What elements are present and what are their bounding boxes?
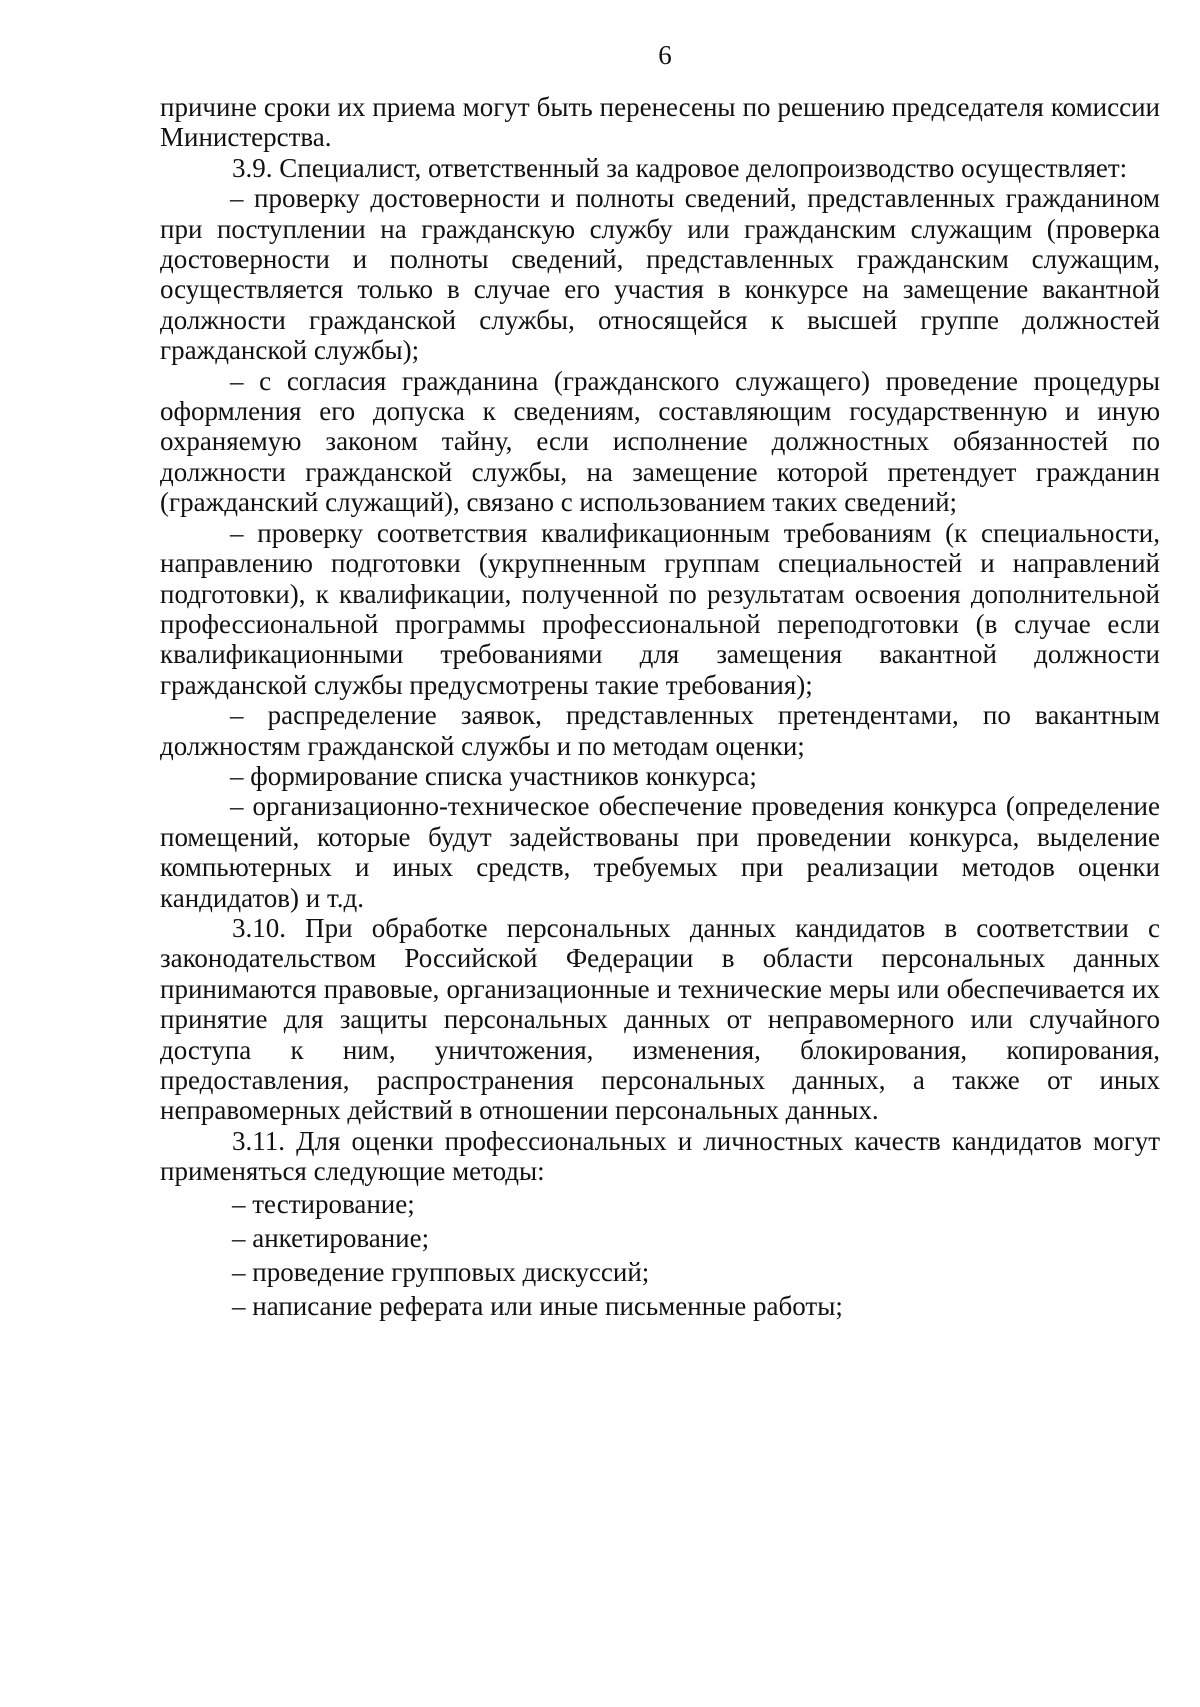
- paragraph-3-10: 3.10. При обработке персональных данных кандидатов в соответствии с законодательством Российской Федерации в области персональных данных принимаются правовые, организационные и технические меры или обеспечивается их принятие для защиты персональных данных от неправомерного или случайного доступа к ним, уничтожения, изменения, блокирования, копирования, предоставления, распространения персональных данных, а также от иных неправомерных действий в отношении персональных данных.: [160, 912, 1160, 1126]
- duty-item: – проверку достоверности и полноты сведений, представленных гражданином при поступлении на гражданскую службу или гражданским служащим (проверка достоверности и полноты сведений, представленных гражданским служащим, осуществляется только в случае его участия в конкурсе на замещение вакантной должности гражданской службы, относящейся к высшей группе должностей гражданской службы);: [160, 183, 1160, 366]
- document-body: [160, 92, 1160, 1323]
- duty-item: – формирование списка участников конкурса;: [230, 760, 757, 791]
- page-number: 6: [658, 40, 672, 70]
- duty-item: – организационно-техническое обеспечение проведения конкурса (определение помещений, которые будут задействованы при проведении конкурса, выделение компьютерных и иных средств, требуемых при реализации методов оценки кандидатов) и т.д.: [160, 791, 1160, 913]
- duty-item: – проверку соответствия квалификационным требованиям (к специальности, направлению подготовки (укрупненным группам специальностей и направлений подготовки), к квалификации, полученной по результатам освоения дополнительной профессиональной программы профессиональной переподготовки (в случае если квалификационными требованиями для замещения вакантной должности гражданской службы предусмотрены такие требования);: [160, 517, 1160, 700]
- method-item: – написание реферата или иные письменные работы;: [232, 1290, 843, 1321]
- method-item: – тестирование;: [232, 1188, 415, 1219]
- duty-item: – распределение заявок, представленных претендентами, по вакантным должностям гражданской службы и по методам оценки;: [160, 700, 1160, 761]
- duty-item: – с согласия гражданина (гражданского служащего) проведение процедуры оформления его допуска к сведениям, составляющим государственную и иную охраняемую законом тайну, если исполнение должностных обязанностей по должности гражданской службы, на замещение которой претендует гражданин (гражданский служащий), связано с использованием таких сведений;: [160, 365, 1160, 518]
- paragraph-3-9: 3.9. Специалист, ответственный за кадровое делопроизводство осуществляет:: [232, 152, 1128, 183]
- paragraph-continuation: причине сроки их приема могут быть перенесены по решению председателя комиссии Министерства.: [160, 92, 1160, 153]
- paragraph-3-11: 3.11. Для оценки профессиональных и личностных качеств кандидатов могут применяться следующие методы:: [160, 1125, 1160, 1187]
- method-item: – анкетирование;: [232, 1222, 430, 1253]
- method-item: – проведение групповых дискуссий;: [232, 1256, 650, 1287]
